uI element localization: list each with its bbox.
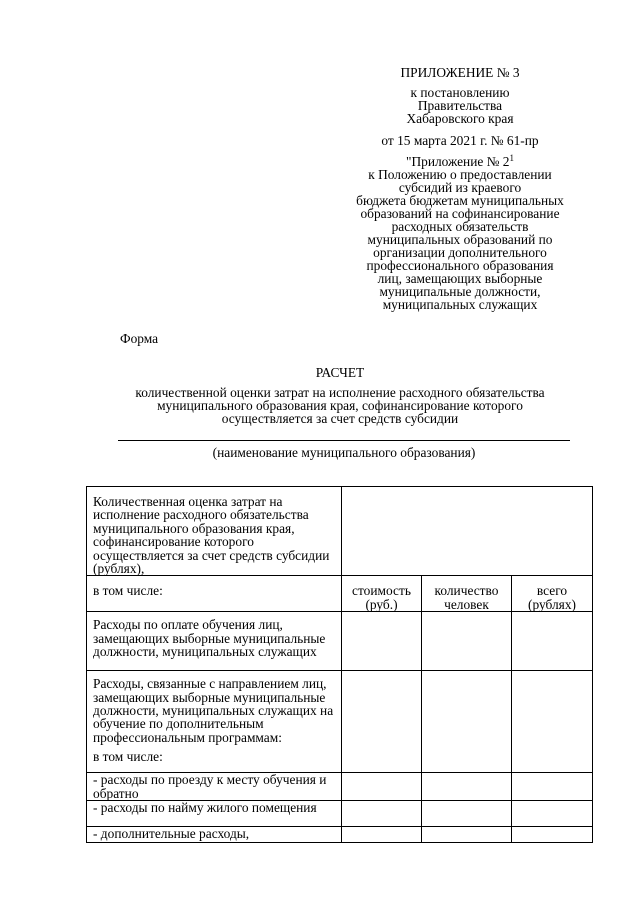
quote-line: бюджета бюджетам муниципальных: [356, 193, 564, 208]
quote-line: лиц, замещающих выборные: [377, 271, 543, 286]
quote-line: расходных обязательств: [391, 219, 529, 234]
table-cell: [422, 773, 512, 801]
appendix-line: Хабаровского края: [406, 111, 514, 126]
quote-line: к Положению о предоставлении: [368, 167, 552, 182]
table-cell: [422, 612, 512, 671]
quote-line: профессионального образования: [366, 258, 554, 273]
table-cell: [342, 827, 422, 843]
table-row: [87, 827, 593, 843]
quote-line: муниципальные должности,: [379, 284, 541, 299]
training-costs-label: Расходы по оплате обучения лиц, замещающих выборные муниципальные должности, муниципальных служащих: [87, 612, 342, 671]
appendix-line: Правительства: [417, 98, 503, 113]
table-cell: [422, 671, 512, 773]
table-cell: [512, 612, 593, 671]
including-label: в том числе:: [87, 576, 342, 612]
subtitle-line: муниципального образования края, софинансирование которого: [157, 398, 523, 413]
table-row: [87, 671, 593, 773]
document-title: РАСЧЕТ: [315, 365, 365, 380]
extra-costs-label: - дополнительные расходы,: [87, 827, 342, 843]
quoted-appendix-superscript: 1: [509, 153, 514, 163]
column-header-total: всего (рублях): [512, 576, 593, 612]
travel-costs-text: Расходы, связанные с направлением лиц, замещающих выборные муниципальные должности, муниципальных служащих на обучение по дополнительным профессиональным программам:: [93, 676, 334, 745]
table-cell: [342, 612, 422, 671]
table-cell: [512, 801, 593, 827]
form-label: Форма: [120, 331, 159, 346]
table-cell: [422, 827, 512, 843]
travel-costs-label: [87, 671, 342, 773]
fare-costs-label: - расходы по проезду к месту обучения и обратно: [87, 773, 342, 801]
subtitle-line: осуществляется за счет средств субсидии: [221, 411, 459, 426]
quoted-appendix-title-text: "Приложение № 2: [405, 154, 510, 169]
table-cell: [422, 801, 512, 827]
table-cell: [512, 773, 593, 801]
appendix-line: к постановлению: [410, 85, 510, 100]
table-cell: [342, 773, 422, 801]
municipality-name-line: [118, 440, 570, 441]
table-cell: [342, 801, 422, 827]
municipality-name-caption: (наименование муниципального образования): [212, 445, 476, 460]
appendix-title: ПРИЛОЖЕНИЕ № 3: [400, 65, 520, 80]
appendix-date: от 15 марта 2021 г. № 61-пр: [381, 133, 539, 148]
housing-costs-label: - расходы по найму жилого помещения: [87, 801, 342, 827]
total-cost-label: Количественная оценка затрат на исполнение расходного обязательства муниципального образования края, софинансирование которого осуществляется за счет средств субсидии (рублях),: [87, 487, 342, 576]
table-row: [87, 773, 593, 801]
table-row: [87, 576, 593, 612]
table-row: [87, 801, 593, 827]
column-header-count: количество человек: [422, 576, 512, 612]
column-header-cost: стоимость (руб.): [342, 576, 422, 612]
table-cell: [512, 671, 593, 773]
quote-line: образований на софинансирование: [360, 206, 560, 221]
total-cost-value: [342, 487, 593, 576]
calculation-table: [86, 486, 593, 843]
subtitle-line: количественной оценки затрат на исполнение расходного обязательства: [135, 385, 545, 400]
table-row: [87, 612, 593, 671]
quote-line: организации дополнительного: [373, 245, 547, 260]
quote-line: субсидий из краевого: [398, 180, 522, 195]
table-cell: [512, 827, 593, 843]
table-row: [87, 487, 593, 576]
quote-line: муниципальных служащих: [382, 297, 538, 312]
including-label-2: в том числе:: [93, 749, 163, 765]
table-cell: [342, 671, 422, 773]
quote-line: муниципальных образований по: [367, 232, 553, 247]
